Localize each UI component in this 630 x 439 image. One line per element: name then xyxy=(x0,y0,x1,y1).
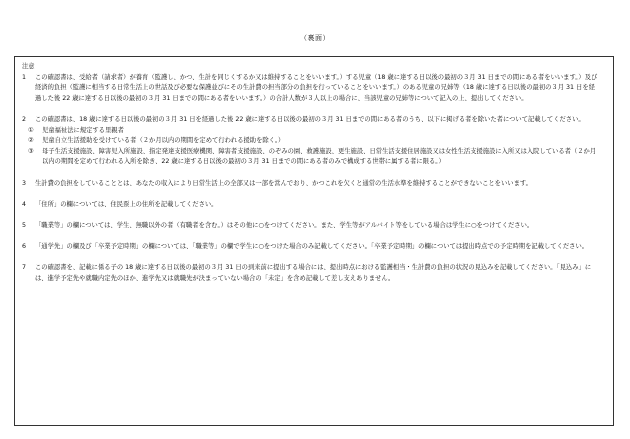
item-text: この確認書は、18 歳に達する日以後の最初の３月 31 日を経過した後 22 歳に達する日以後の最初の３月 31 日までの間にある者のうち、以下に掲げる者を除いた者について記載してください。 xyxy=(35,115,585,123)
subitem-text: 児童福祉法に規定する里親者 xyxy=(42,126,124,134)
notice-item-5 xyxy=(22,221,599,232)
item-text: この確認書を、記載に係る子の 18 歳に達する日以後の最初の３月 31 日の到来前に提出する場合には、提出時点における監護相当・生計費の負担の状況の見込みを記載してください。「見込み」には、進学予定先や就職内定先のほか、進学先又は就職先が決まっていない場合の「未定」を含め記載して差し支えありません。 xyxy=(35,264,592,282)
notice-box xyxy=(14,56,614,426)
item-text: この確認書は、受給者（請求者）が養育（監護し、かつ、生計を同じくするか又は維持することをいいます。）する児童（18 歳に達する日以後の最初の３月 31 日までの間にある者をいいます。）及び経済的負担（監護に相当する日常生活上の世話及び必要な保護並びにその生計費の担当部分の負担を行っていることをいいます。）のある児童の兄姉等（18 歳に達する日以後の最初の３月 31 日を経過した後 22 歳に達する日以後の最初の３月 31 日までの間にある者をいいます。）の合計人数が３人以上の場合に、当該児童の兄姉等について記入の上、提出してください。 xyxy=(35,73,598,102)
item-number: 5 xyxy=(22,221,27,229)
item-text: 「住所」の欄については、住民票上の住所を記載してください。 xyxy=(35,200,218,208)
subitem-mark: ② xyxy=(28,137,34,145)
subitem-text: 児童自立生活援助を受けている者（２か月以内の期間を定めて行われる援助を除く。） xyxy=(42,137,285,145)
item-number: 2 xyxy=(22,115,27,123)
subitem-text: 母子生活支援施設、障害児入所施設、指定発達支援医療機関、障害者支援施設、のぞみの園、救護施設、更生施設、日常生活支援住居施設又は女性生活支援施設に入所又は入院している者（２か月以内の期間を定めて行われる入所を除き、22 歳に達する日以後の最初の３月 31 日までの間にある者のみで構成する世帯に属する者に限る。） xyxy=(42,147,597,166)
page-side-label: （裏面） xyxy=(300,34,330,42)
subitem-mark: ① xyxy=(28,126,34,134)
notice-subitem-2 xyxy=(22,136,599,147)
notice-item-1 xyxy=(22,73,599,105)
item-number: 6 xyxy=(22,243,27,251)
notice-item-3 xyxy=(22,179,599,190)
notice-item-6 xyxy=(22,242,599,253)
notice-heading: 注意 xyxy=(22,63,35,70)
notice-item-2 xyxy=(22,115,599,126)
item-number: 7 xyxy=(22,264,27,272)
notice-subitem-1 xyxy=(22,126,599,137)
item-text: 生計費の負担をしていることとは、あなたの収入により日常生活上の全部又は一部を営んでおり、かつこれを欠くと通常の生活水準を維持することができないことをいいます。 xyxy=(35,179,532,187)
notice-subitem-3 xyxy=(22,147,599,168)
notice-item-7 xyxy=(22,263,599,284)
subitem-mark: ③ xyxy=(28,147,34,155)
item-number: 1 xyxy=(22,73,27,81)
item-number: 3 xyxy=(22,179,27,187)
notice-item-4 xyxy=(22,200,599,211)
item-number: 4 xyxy=(22,200,27,208)
item-text: 「職業等」の欄については、学生、無職以外の者（有職者を含む。）はその他に○をつけてください。また、学生等がアルバイト等をしている場合は学生に○をつけてください。 xyxy=(35,221,534,229)
item-text: 「通学先」の欄及び「卒業予定時期」の欄については、「職業等」の欄で学生に○をつけた場合のみ記載してください。「卒業予定時期」の欄については提出時点での予定時期を記載してください。 xyxy=(35,243,589,251)
